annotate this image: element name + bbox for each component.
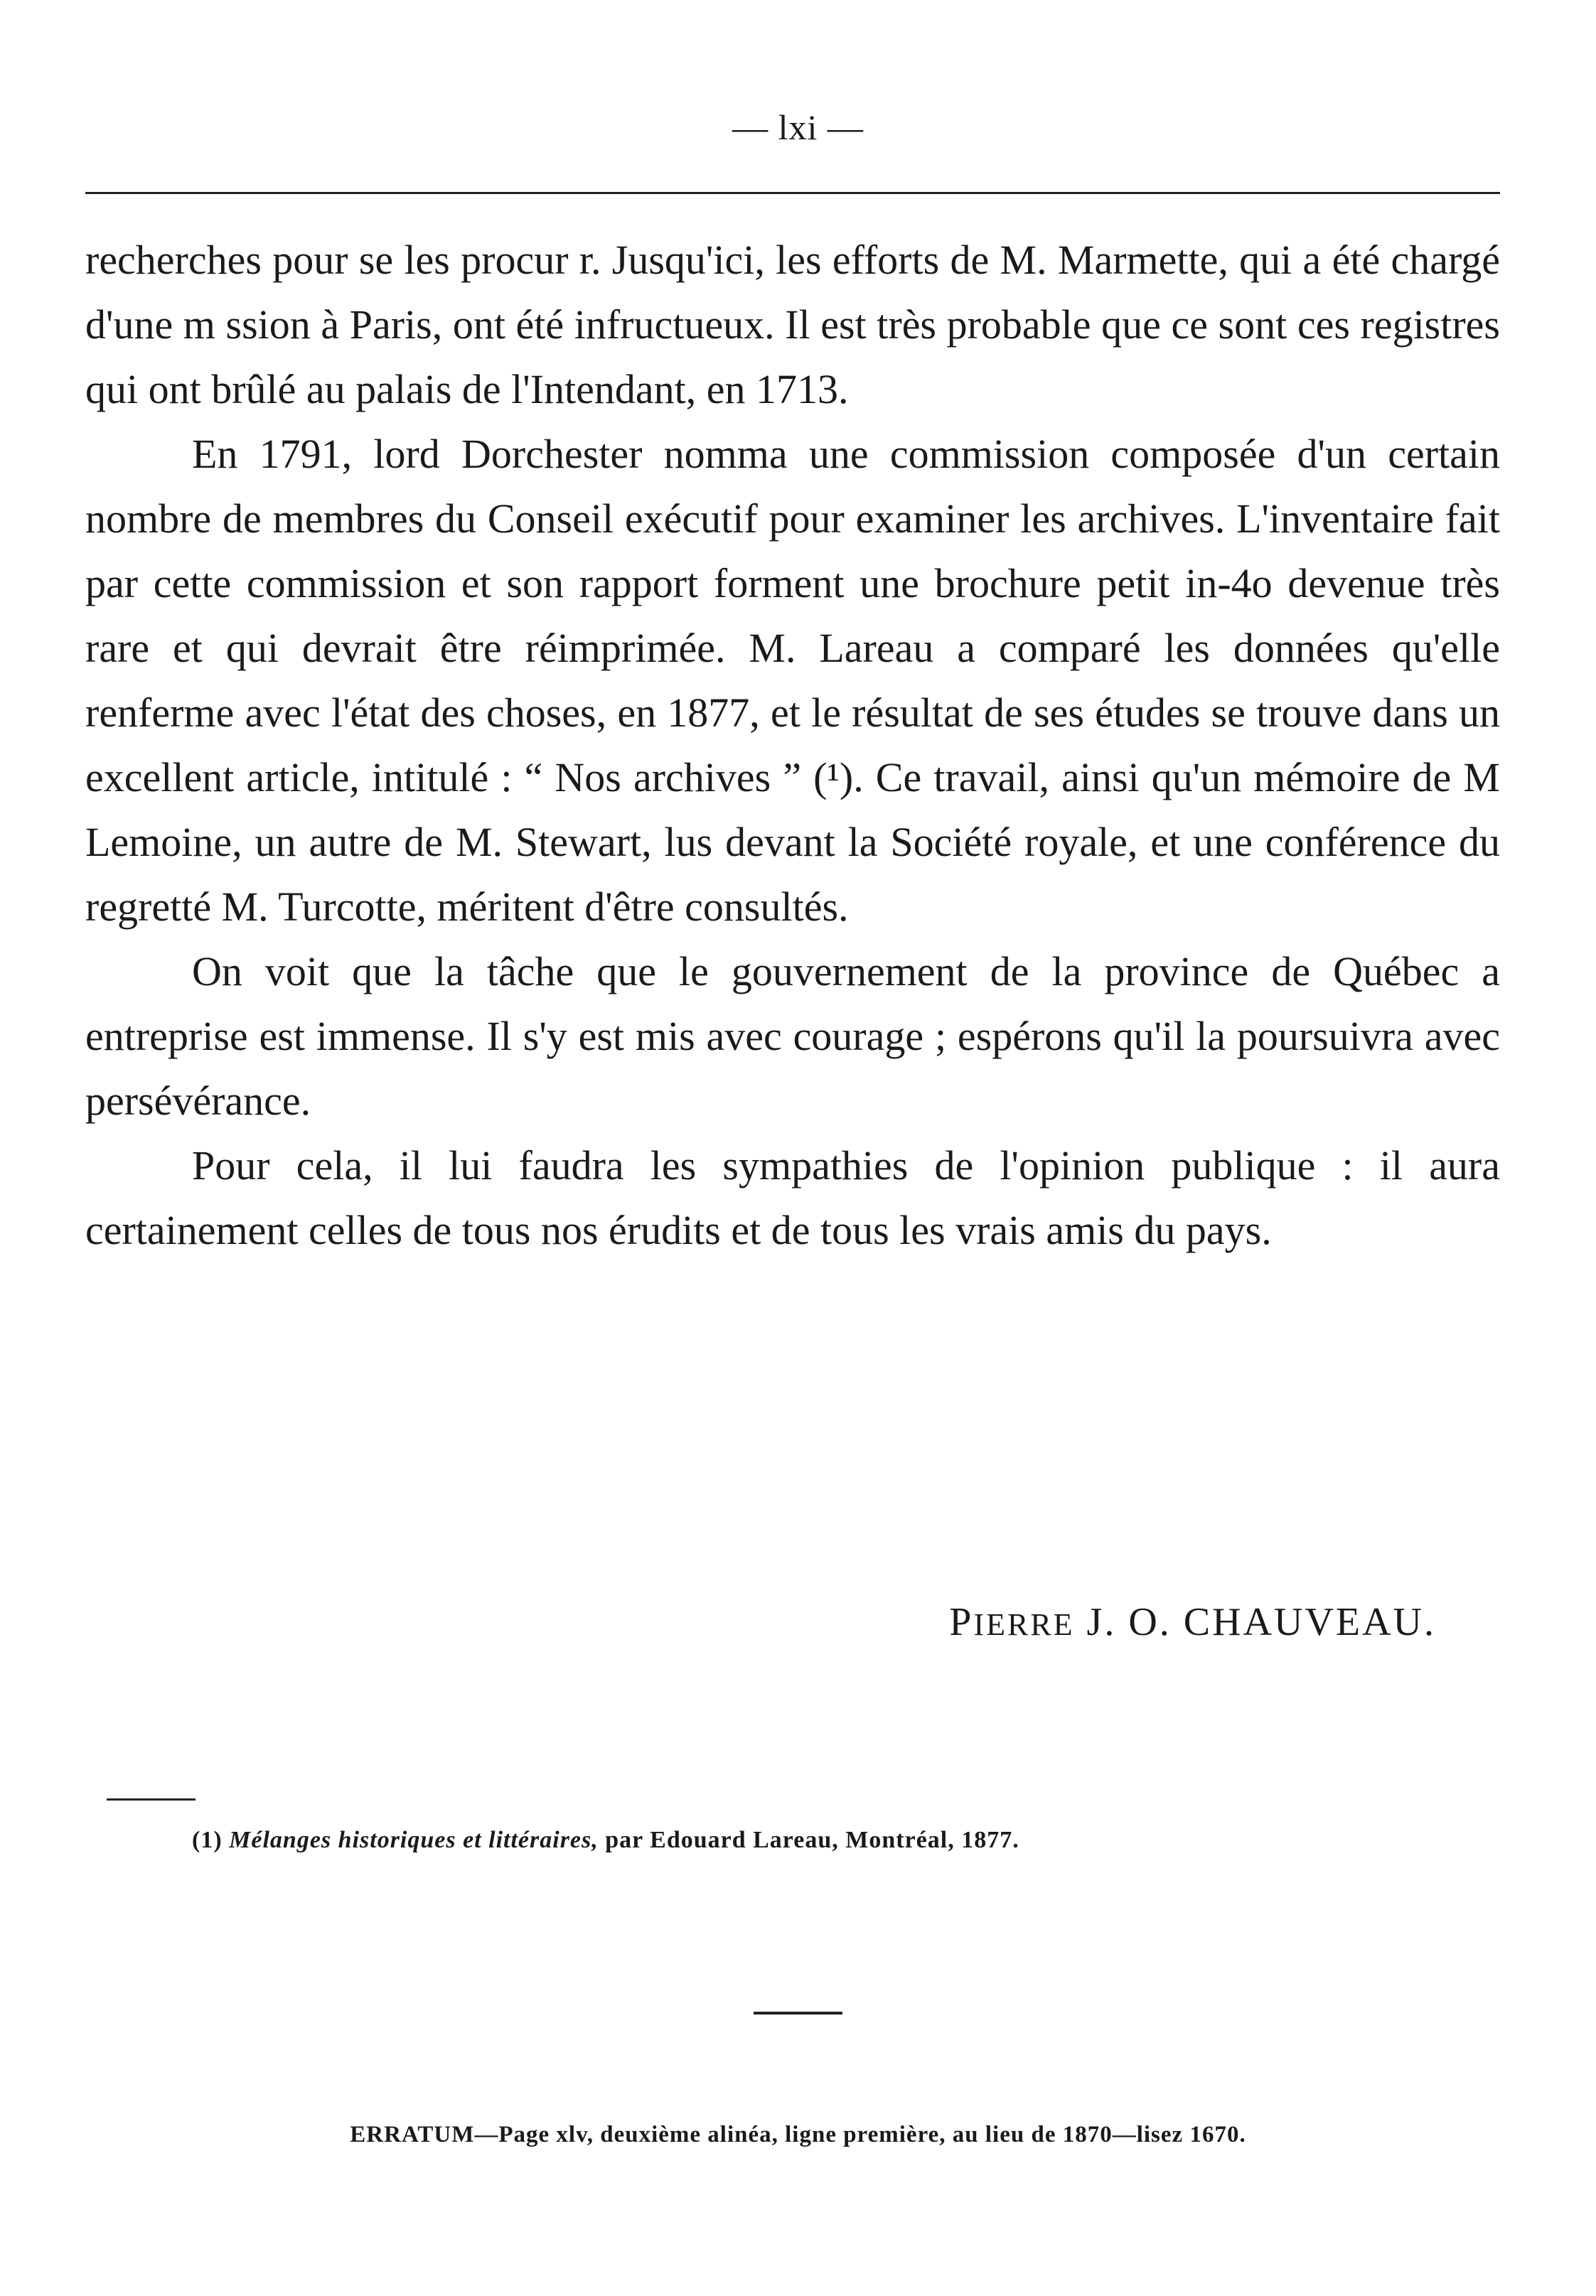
paragraph-dorchester: En 1791, lord Dorchester nomma une commission composée d'un certain nombre de membres du Conseil exécutif pour examiner les archives. L'inventaire fait par cette commission et son rapport forment une brochure petit in-4o devenue très rare et qui devrait être réimprimée. M. Lareau a comparé les données qu'elle renferme avec l'état des choses, en 1877, et le résultat de ses études se trouve dans un excellent article, intitulé : “ Nos archives ” (¹). Ce travail, ainsi qu'un mémoire de M Lemoine, un autre de M. Stewart, lus devant la Société royale, et une conférence du regretté M. Turcotte, méritent d'être consultés. xyxy=(85,431,1500,930)
body-text xyxy=(85,227,1500,1262)
footnote xyxy=(192,1827,1019,1854)
signature-initial: P xyxy=(949,1600,974,1644)
footnote-title: Mélanges historiques et littéraires, xyxy=(229,1827,599,1853)
signature xyxy=(0,1599,1436,1645)
paragraph-sympathies: Pour cela, il lui faudra les sympathies de l'opinion publique : il aura certainement celles de tous nos érudits et de tous les vrais amis du pays. xyxy=(85,1142,1500,1253)
page-number: — lxi — xyxy=(732,107,864,147)
signature-name: J. O. CHAUVEAU. xyxy=(1086,1600,1436,1644)
signature-first-name: IERRE xyxy=(973,1607,1075,1642)
erratum: ERRATUM—Page xlv, deuxième alinéa, ligne première, au lieu de 1870—lisez 1670. xyxy=(350,2122,1246,2147)
separator-rule xyxy=(754,2012,842,2015)
paragraph-task: On voit que la tâche que le gouvernement de la province de Québec a entreprise est immense. Il s'y est mis avec courage ; espérons qu'il la poursuivra avec persévérance. xyxy=(85,948,1500,1124)
footnote-reference: par Edouard Lareau, Montréal, 1877. xyxy=(605,1827,1019,1853)
paragraph-continuation: recherches pour se les procur r. Jusqu'ici, les efforts de M. Marmette, qui a été chargé d'une m ssion à Paris, ont été infructueux. Il est très probable que ce sont ces registres qui ont brûlé au palais de l'Intendant, en 1713. xyxy=(85,237,1500,412)
header-rule xyxy=(85,192,1500,194)
footnote-rule xyxy=(107,1798,196,1801)
footnote-marker: (1) xyxy=(192,1827,223,1853)
